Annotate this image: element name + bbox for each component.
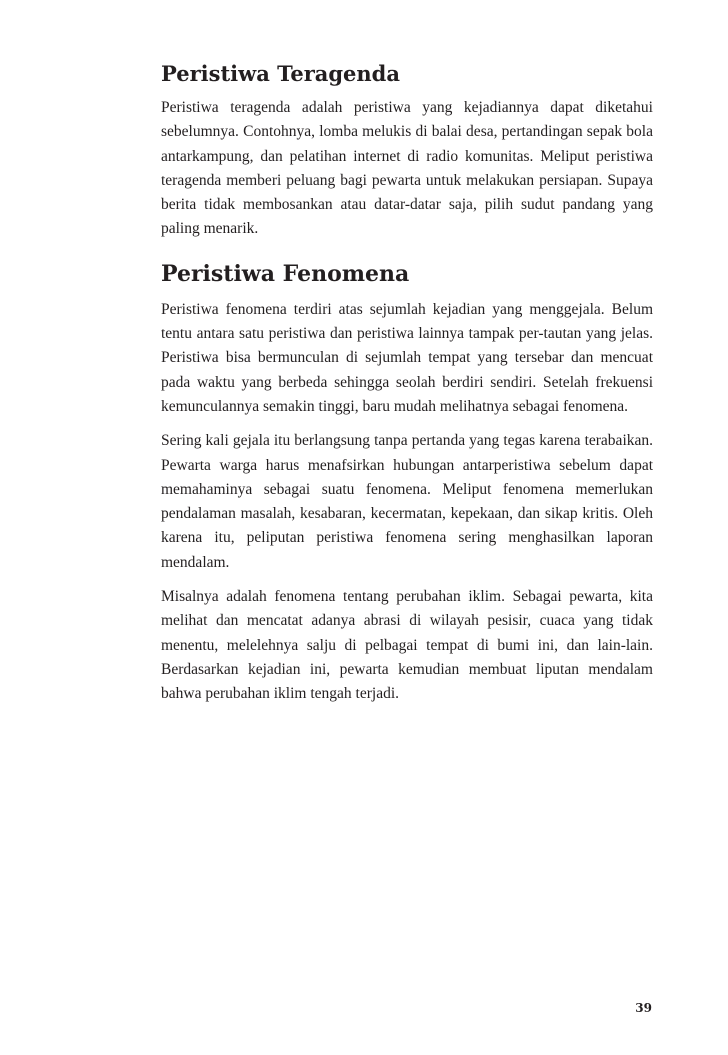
paragraph: Misalnya adalah fenomena tentang perubahan iklim. Sebagai pewarta, kita melihat dan mencatat adanya abrasi di wilayah pesisir, cuaca yang tidak menentu, melelehnya salju di pelbagai tempat di bumi ini, dan lain-lain. Berdasarkan kejadian ini, pewarta kemudian membuat liputan mendalam bahwa perubahan iklim tengah terjadi. [161, 588, 653, 703]
paragraph: Peristiwa teragenda adalah peristiwa yang kejadiannya dapat diketahui sebelumnya. Contohnya, lomba melukis di balai desa, pertandingan sepak bola antarkampung, dan pelatihan internet di radio komunitas. Meliput peristiwa teragenda memberi peluang bagi pewarta untuk melakukan persiapan. Supaya berita tidak membosankan atau datar-datar saja, pilih sudut pandang yang paling menarik. [161, 99, 653, 238]
page-number: 39 [635, 1001, 652, 1015]
heading-peristiwa-teragenda: Peristiwa Teragenda [161, 61, 400, 86]
paragraph: Peristiwa fenomena terdiri atas sejumlah kejadian yang menggejala. Belum tentu antara satu peristiwa dan peristiwa lainnya tampak per-tautan yang jelas. Peristiwa bisa bermunculan di sejumlah tempat yang tersebar dan mencuat pada waktu yang berbeda sehingga seolah berdiri sendiri. Setelah frekuensi kemunculannya semakin tinggi, baru mudah melihatnya sebagai fenomena. [161, 300, 653, 415]
heading-peristiwa-fenomena: Peristiwa Fenomena [161, 260, 410, 287]
section-peristiwa-teragenda [161, 56, 653, 242]
paragraph: Sering kali gejala itu berlangsung tanpa pertanda yang tegas karena terabaikan. Pewarta warga harus menafsirkan hubungan antarperistiwa sebelum dapat memahaminya sebagai suatu fenomena. Meliput fenomena memerlukan pendalaman masalah, kesabaran, kecermatan, kepekaan, dan sikap kritis. Oleh karena itu, peliputan peristiwa fenomena sering menghasilkan laporan mendalam. [161, 432, 653, 571]
section-peristiwa-fenomena [161, 256, 653, 707]
page-body [161, 56, 653, 707]
